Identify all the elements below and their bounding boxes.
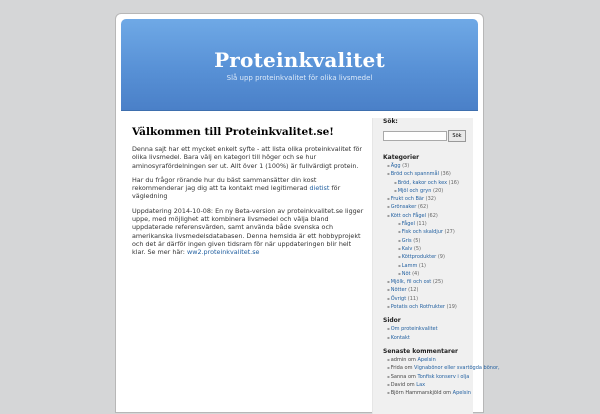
bullet-icon: ▪ bbox=[398, 254, 401, 260]
comment-post-link[interactable]: Tonfisk konserv i olja bbox=[417, 373, 470, 380]
category-count: (32) bbox=[425, 196, 436, 203]
comment-item bbox=[383, 389, 473, 397]
category-item bbox=[383, 262, 473, 270]
category-count: (1) bbox=[418, 262, 426, 269]
post-paragraph-1: Denna sajt har ett mycket enkelt syfte - att lista olika proteinkvalitet för olika livsmedel. Bara välj en kategori till höger och se hur aminosyrafördelningen ser ut. Allt över 1 (100%) är fullvärdigt protein. bbox=[132, 145, 362, 170]
bullet-icon: ▪ bbox=[387, 381, 390, 387]
comment-author: David bbox=[390, 381, 406, 388]
comment-on: om bbox=[407, 373, 416, 380]
post-paragraph-2-end: för vägledning bbox=[132, 184, 341, 201]
category-link[interactable]: Bröd och spannmål bbox=[390, 171, 439, 178]
pages-section bbox=[383, 317, 473, 342]
bullet-icon: ▪ bbox=[398, 270, 401, 276]
post-paragraph-2-text: Har du frågor rörande hur du bäst sammansätter din kost rekommenderar jag dig att ta kontakt med legitimerad bbox=[132, 175, 317, 193]
category-count: (19) bbox=[446, 304, 457, 311]
category-count: (11) bbox=[416, 221, 427, 228]
bullet-icon: ▪ bbox=[387, 390, 390, 396]
category-item bbox=[383, 237, 473, 245]
category-link[interactable]: Mjölk, fil och ost bbox=[390, 279, 432, 286]
category-link[interactable]: Köttprodukter bbox=[401, 254, 437, 261]
post-title[interactable]: Välkommen till Proteinkvalitet.se! bbox=[132, 126, 334, 138]
bullet-icon: ▪ bbox=[387, 279, 390, 285]
page-item bbox=[383, 325, 473, 333]
category-link[interactable]: Kalv bbox=[401, 245, 413, 252]
category-item bbox=[383, 228, 473, 236]
category-item bbox=[383, 170, 473, 178]
category-item bbox=[383, 187, 473, 195]
category-count: (27) bbox=[444, 229, 455, 236]
site-title[interactable]: Proteinkvalitet bbox=[214, 48, 385, 72]
category-item bbox=[383, 286, 473, 294]
category-item bbox=[383, 278, 473, 286]
pages-heading: Sidor bbox=[383, 317, 401, 325]
category-item bbox=[383, 220, 473, 228]
dietist-link[interactable]: dietist bbox=[309, 184, 330, 193]
category-link[interactable]: Nöt bbox=[401, 270, 411, 277]
bullet-icon: ▪ bbox=[398, 221, 401, 227]
search-button[interactable]: Sök bbox=[448, 130, 466, 142]
post-paragraph-2 bbox=[132, 176, 364, 201]
category-item bbox=[383, 270, 473, 278]
bullet-icon: ▪ bbox=[387, 171, 390, 177]
category-link[interactable]: Bröd, kakor och kex bbox=[397, 179, 448, 186]
categories-heading: Kategorier bbox=[383, 154, 420, 161]
comment-item bbox=[383, 381, 473, 389]
bullet-icon: ▪ bbox=[387, 212, 390, 218]
bullet-icon: ▪ bbox=[398, 245, 401, 251]
comment-on: om bbox=[407, 356, 416, 363]
category-item bbox=[383, 212, 473, 220]
comments-heading: Senaste kommentarer bbox=[383, 347, 459, 355]
category-link[interactable]: Lamm bbox=[401, 262, 418, 269]
bullet-icon: ▪ bbox=[387, 163, 390, 168]
category-link[interactable]: Ägg bbox=[390, 163, 401, 169]
comment-post-link[interactable]: Apelsin bbox=[452, 390, 471, 397]
bullet-icon: ▪ bbox=[398, 237, 401, 243]
comment-author: Björn Hammarskjöld bbox=[390, 390, 442, 397]
category-item bbox=[383, 303, 473, 311]
category-count: (5) bbox=[413, 237, 421, 244]
category-count: (62) bbox=[417, 204, 429, 211]
category-count: (25) bbox=[432, 279, 444, 286]
category-link[interactable]: Grönsaker bbox=[390, 204, 417, 211]
category-count: (12) bbox=[408, 287, 419, 294]
pages-list bbox=[383, 325, 473, 342]
bullet-icon: ▪ bbox=[387, 334, 390, 340]
category-link[interactable]: Nötter bbox=[390, 287, 407, 294]
category-link[interactable]: Potatis och Rotfrukter bbox=[390, 304, 445, 311]
page-item bbox=[383, 334, 473, 342]
page-container bbox=[115, 13, 500, 413]
category-count: (3) bbox=[402, 163, 410, 169]
comment-post-link[interactable]: Vignabönor eller svartögda bönor, bbox=[414, 365, 500, 372]
category-item bbox=[383, 295, 473, 303]
post-paragraph-3-text: Uppdatering 2014-10-08: En ny Beta-version av proteinkvalitet.se ligger uppe, med möjlighet att kombinera livsmedel och välja bland uppdaterade referensvärden, samt använda både svenska och amerikanska livsmedelsdatabasen. Denna hemsida är ett hobbyprojekt och det är därför ingen given tidsram för när uppdateringen blir helt klar. Se mer här: bbox=[132, 206, 364, 257]
category-count: (11) bbox=[407, 295, 419, 302]
category-link[interactable]: Mjöl och gryn bbox=[397, 187, 432, 194]
category-count: (62) bbox=[427, 212, 438, 219]
bullet-icon: ▪ bbox=[387, 196, 390, 202]
category-item bbox=[383, 162, 473, 170]
comment-item bbox=[383, 373, 473, 381]
page-link[interactable]: Om proteinkvalitet bbox=[390, 326, 438, 333]
category-link[interactable]: Övrigt bbox=[390, 295, 407, 302]
bullet-icon: ▪ bbox=[387, 304, 390, 310]
bullet-icon: ▪ bbox=[398, 262, 401, 268]
main-content bbox=[132, 126, 364, 263]
bullet-icon: ▪ bbox=[387, 295, 390, 301]
category-link[interactable]: Frukt och Bär bbox=[390, 196, 425, 203]
bullet-icon: ▪ bbox=[394, 179, 397, 185]
page-link[interactable]: Kontakt bbox=[390, 334, 410, 341]
category-count: (20) bbox=[432, 187, 444, 194]
categories-list bbox=[383, 162, 473, 311]
comment-author: Frida bbox=[390, 365, 403, 372]
category-link[interactable]: Fisk och skaldjur bbox=[401, 229, 443, 236]
search-heading: Sök: bbox=[383, 118, 398, 125]
bullet-icon: ▪ bbox=[387, 356, 390, 362]
comment-on: om bbox=[406, 381, 415, 388]
category-item bbox=[383, 179, 473, 187]
category-item bbox=[383, 203, 473, 211]
comments-list bbox=[383, 356, 500, 397]
bullet-icon: ▪ bbox=[394, 187, 397, 193]
category-link[interactable]: Gris bbox=[401, 237, 412, 244]
post-paragraph-3 bbox=[132, 207, 364, 257]
comment-author: Sanna bbox=[390, 373, 407, 380]
category-item bbox=[383, 195, 473, 203]
comment-author: admin bbox=[390, 356, 407, 363]
category-link[interactable]: Kött och Fågel bbox=[390, 212, 427, 219]
category-count: (4) bbox=[412, 270, 420, 277]
bullet-icon: ▪ bbox=[387, 373, 390, 379]
category-link[interactable]: Fågel bbox=[401, 221, 415, 228]
category-item bbox=[383, 245, 473, 253]
comment-on: om bbox=[443, 390, 452, 397]
category-count: (9) bbox=[437, 254, 445, 261]
bullet-icon: ▪ bbox=[387, 287, 390, 293]
site-description: Slå upp proteinkvalitet för olika livsmedel bbox=[226, 74, 373, 82]
site-header bbox=[121, 19, 478, 111]
category-count: (5) bbox=[413, 245, 422, 252]
category-item bbox=[383, 253, 473, 261]
comment-post-link[interactable]: Apelsin bbox=[417, 356, 436, 363]
category-count: (36) bbox=[440, 171, 451, 178]
category-count: (16) bbox=[448, 179, 459, 186]
comments-section bbox=[383, 347, 500, 397]
categories-section bbox=[383, 154, 473, 311]
bullet-icon: ▪ bbox=[387, 326, 390, 332]
bullet-icon: ▪ bbox=[387, 204, 390, 210]
bullet-icon: ▪ bbox=[398, 229, 401, 235]
sidebar bbox=[372, 118, 500, 414]
comment-item bbox=[383, 364, 500, 372]
search-form bbox=[383, 130, 473, 144]
comment-item bbox=[383, 356, 473, 364]
bullet-icon: ▪ bbox=[387, 365, 390, 371]
comment-on: om bbox=[404, 365, 413, 372]
search-input[interactable] bbox=[383, 131, 447, 141]
comment-post-link[interactable]: Lax bbox=[416, 381, 426, 388]
beta-site-link[interactable]: ww2.proteinkvalitet.se bbox=[187, 248, 260, 257]
